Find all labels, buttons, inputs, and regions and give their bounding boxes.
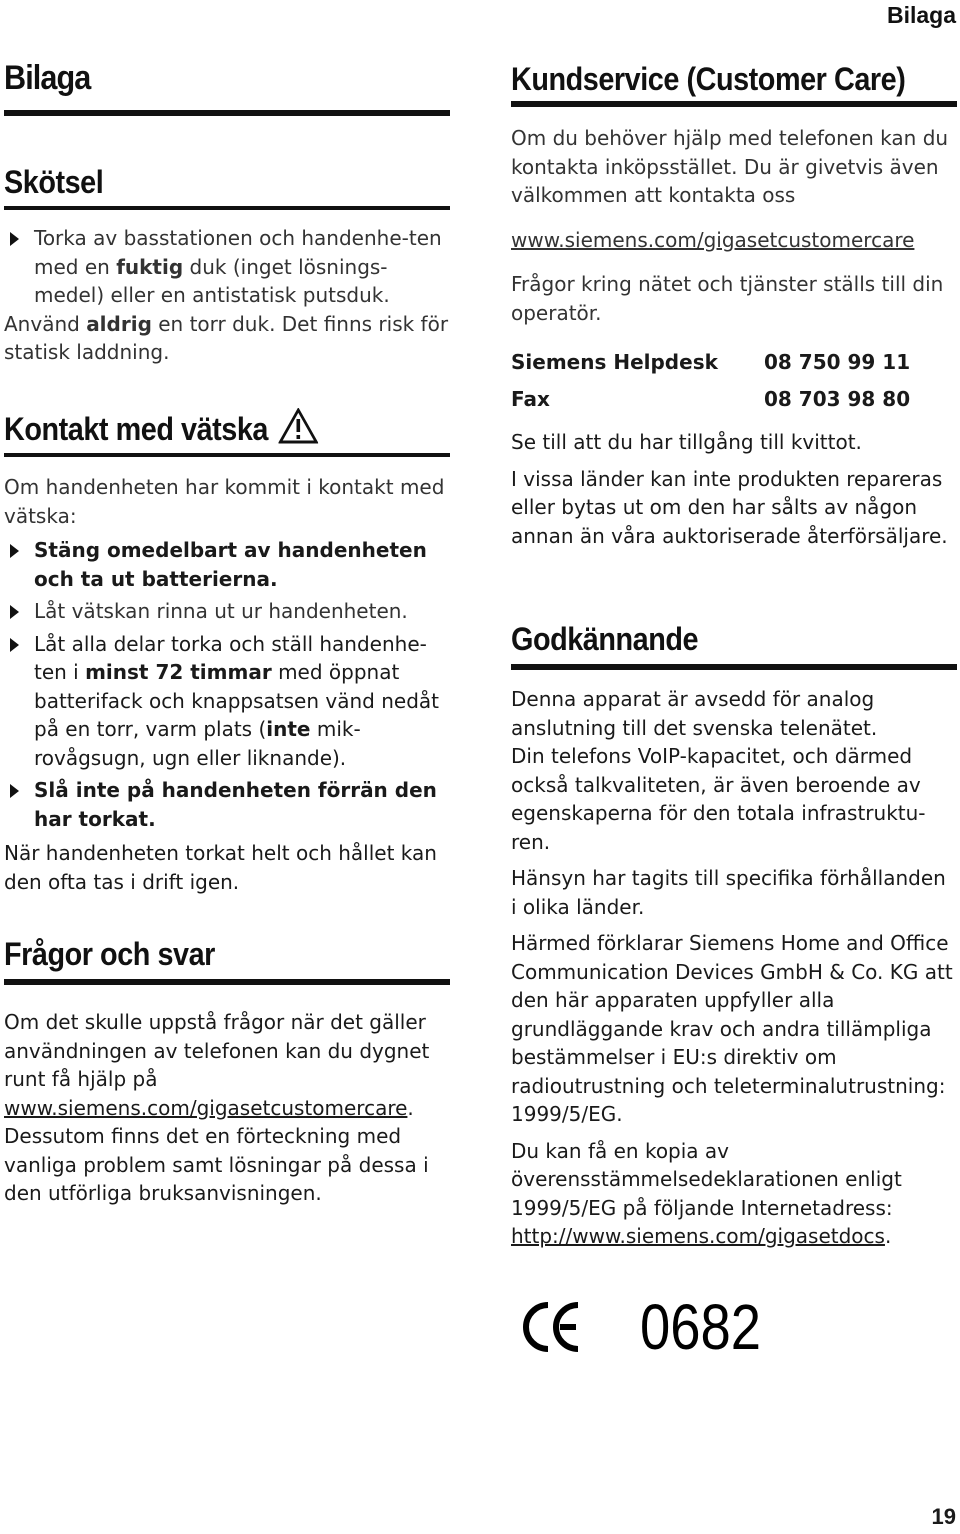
faq-customer-care-link[interactable]: www.siemens.com/gigasetcustomercare xyxy=(4,1095,408,1120)
liquid-rule xyxy=(4,453,450,457)
approval-analog: Denna apparat är avsedd för analog anslutning till det svenska telenätet. xyxy=(511,687,878,740)
bullet-arrow-icon xyxy=(10,232,19,246)
section-header-label: Bilaga xyxy=(886,2,956,28)
approval-countries: Hänsyn har tagits till specifika förhållanden i olika länder. xyxy=(511,866,946,919)
receipt-note: Se till att du har tillgång till kvittot. xyxy=(511,430,862,454)
customer-care-rule xyxy=(511,101,957,107)
bullet-arrow-icon xyxy=(10,605,19,619)
faq-heading: Frågor och svar xyxy=(4,936,215,972)
liquid-outro: När handenheten torkat helt och hållet kan den ofta tas i drift igen. xyxy=(4,841,437,894)
care-bullet-wipe: Torka av basstationen och handenhe-ten med en fuktig duk (inget lösnings-medel) eller en antistatisk putsduk. xyxy=(4,224,450,310)
page-number: 19 xyxy=(931,1504,956,1529)
liquid-heading: Kontakt med vätska xyxy=(4,408,405,448)
approval-rule xyxy=(511,664,957,670)
contact-row-fax: Fax 08 703 98 80 xyxy=(511,387,911,411)
customer-care-link[interactable]: www.siemens.com/gigasetcustomercare xyxy=(511,227,915,252)
gigasetdocs-link[interactable]: http://www.siemens.com/gigasetdocs xyxy=(511,1224,885,1248)
approval-voip: Din telefons VoIP-kapacitet, och därmed också talkvaliteten, är även beroende av egenskaperna för den totala infrastruktu-ren. xyxy=(511,744,926,854)
care-heading: Skötsel xyxy=(4,164,104,200)
customer-care-intro: Om du behöver hjälp med telefonen kan du kontakta inköpsstället. Du är givetvis även välkommen att kontakta oss xyxy=(511,126,949,207)
approval-copy-info: Du kan få en kopia av överensstämmelsedeklarationen enligt 1999/5/EG på följande Internetadress: http://www.siemens.com/gigasetdocs. xyxy=(511,1138,902,1248)
bullet-arrow-icon xyxy=(10,638,19,652)
bullet-arrow-icon xyxy=(10,544,19,558)
warning-triangle-icon xyxy=(279,408,319,444)
repair-note: I vissa länder kan inte produkten repareras eller bytas ut om den har sålts av någon annan än våra auktoriserade återförsäljare. xyxy=(511,466,948,548)
faq-text: Om det skulle uppstå frågor när det gäller användningen av telefonen kan du dygnet runt få hjälp på www.siemens.com/gigasetcustomercare. Dessutom finns det en förteckning med vanliga problem samt lösningar på dessa i den utförliga bruksanvisningen. xyxy=(4,1010,430,1205)
liquid-bullet-switch-off: Stäng omedelbart av handenheten och ta ut batterierna. xyxy=(4,536,450,593)
contact-row-helpdesk: Siemens Helpdesk 08 750 99 11 xyxy=(511,350,911,374)
approval-heading: Godkännande xyxy=(511,621,699,657)
operator-note: Frågor kring nätet och tjänster ställs till din operatör. xyxy=(511,272,944,325)
bullet-arrow-icon xyxy=(10,784,19,798)
liquid-bullet-drain: Låt vätskan rinna ut ur handenheten. xyxy=(4,597,450,626)
care-rule xyxy=(4,206,450,210)
customer-care-heading: Kundservice (Customer Care) xyxy=(511,61,906,97)
approval-declaration: Härmed förklarar Siemens Home and Office Communication Devices GmbH & Co. KG att den här apparaten uppfyller alla grundläggande krav och andra tillämpliga bestämmelser i EU:s direktiv om radioutrustning och teleterminalutrustning: 1999/5/EG. xyxy=(511,931,953,1126)
title-rule xyxy=(4,110,450,116)
liquid-intro: Om handenheten har kommit i kontakt med vätska: xyxy=(4,475,445,528)
liquid-bullet-dry: Låt alla delar torka och ställ handenhe-ten i minst 72 timmar med öppnat batterifack och knappsatsen vänd nedåt på en torr, varm plats (inte mik-rovågsugn, ugn eller liknande). xyxy=(4,630,450,773)
liquid-bullet-do-not-power: Slå inte på handenheten förrän den har torkat. xyxy=(4,776,450,833)
page-title: Bilaga xyxy=(4,59,91,97)
faq-rule xyxy=(4,979,450,985)
care-warning-text: Använd aldrig en torr duk. Det finns risk för statisk laddning. xyxy=(4,311,449,364)
ce-notified-body-number: 0682 xyxy=(640,1291,762,1363)
ce-mark xyxy=(520,1290,782,1364)
ce-mark-icon xyxy=(520,1299,582,1355)
